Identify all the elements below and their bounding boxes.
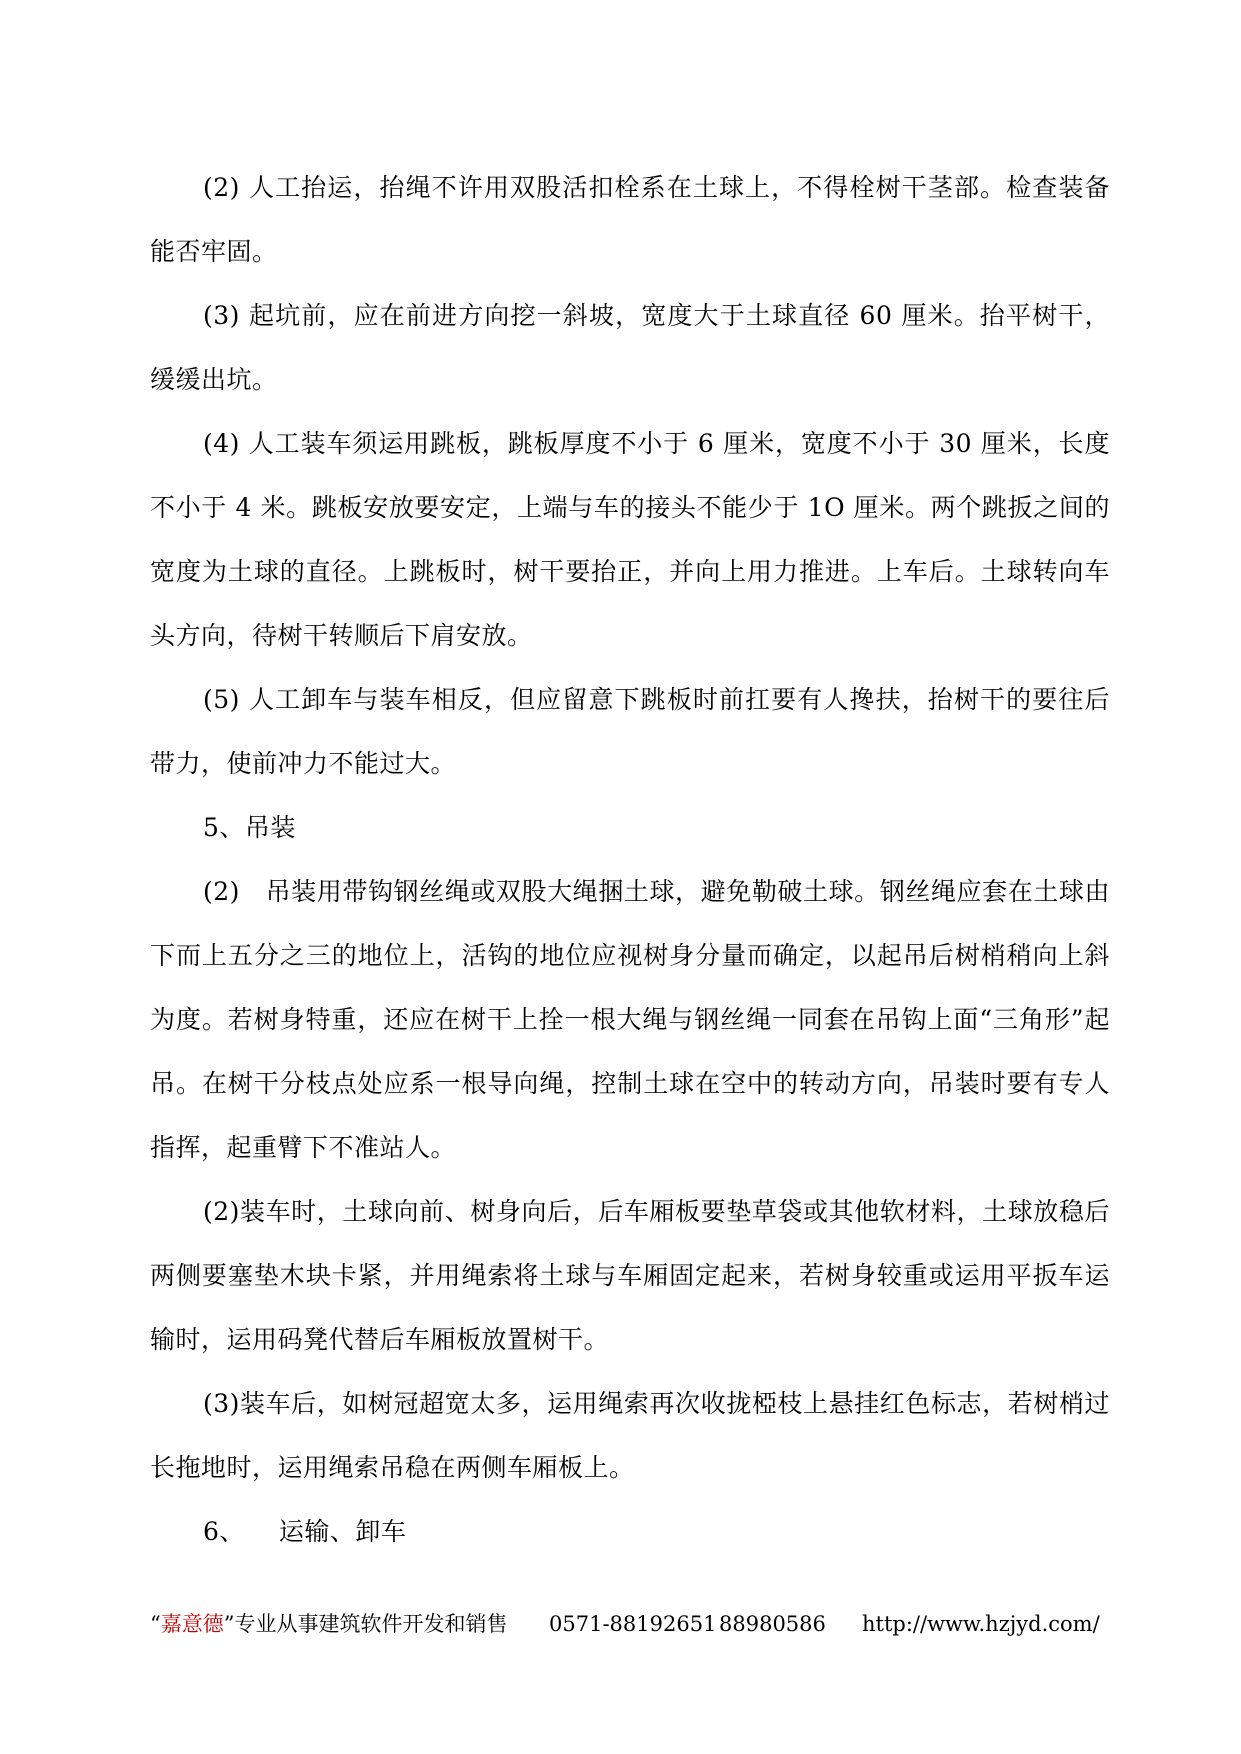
footer-website-link[interactable]: http://www.hzjyd.com/: [862, 1612, 1100, 1636]
page-footer: [150, 1610, 1110, 1638]
section-title: 运输、卸车: [278, 1517, 407, 1546]
footer-phone-secondary: 88980586: [719, 1612, 826, 1636]
paragraph-manual-loading: (4) 人工装车须运用跳板，跳板厚度不小于 6 厘米，宽度不小于 30 厘米，长度不小于 4 米。跳板安放要安定，上端与车的接头不能少于 1O 厘米。两个跳扳之间的宽度为土球的直径。上跳板时，树干要抬正，并向上用力推进。上车后。土球转向车头方向，待树干转顺后下肩安放。: [150, 429, 1110, 650]
document-body: [150, 156, 1110, 1564]
footer-phone-primary: 0571-88192651: [549, 1612, 717, 1636]
paragraph-pit-exit: (3) 起坑前，应在前进方向挖一斜坡，宽度大于土球直径 60 厘米。抬平树干，缓缓出坑。: [150, 301, 1110, 394]
section-heading-transport: [150, 1500, 1110, 1564]
paragraph-manual-unloading: (5) 人工卸车与装车相反，但应留意下跳板时前扛要有人搀扶，抬树干的要往后带力，使前冲力不能过大。: [150, 685, 1110, 778]
paragraph-manual-carry: (2) 人工抬运，抬绳不许用双股活扣栓系在土球上，不得栓树干茎部。检查装备能否牢固。: [150, 173, 1110, 266]
section-heading-hoisting: 5、吊装: [203, 813, 296, 842]
footer-brand: 嘉意德: [160, 1612, 224, 1636]
paragraph-after-loading: (3)装车后，如树冠超宽太多，运用绳索再次收拢椏枝上悬挂红色标志，若树梢过长拖地时，运用绳索吊稳在两侧车厢板上。: [150, 1389, 1110, 1482]
section-number: 6、: [203, 1517, 245, 1546]
footer-open-quote: “: [150, 1612, 161, 1636]
footer-close-quote: ”: [223, 1612, 235, 1636]
paragraph-loading: (2)装车时，土球向前、树身向后，后车厢板要垫草袋或其他软材料，土球放稳后两侧要塞垫木块卡紧，并用绳索将土球与车厢固定起来，若树身较重或运用平扳车运输时，运用码凳代替后车厢板放置树干。: [150, 1197, 1110, 1354]
paragraph-hoisting-method: (2) 吊装用带钩钢丝绳或双股大绳捆土球，避免勒破土球。钢丝绳应套在土球由下而上五分之三的地位上，活钩的地位应视树身分量而确定，以起吊后树梢稍向上斜为度。若树身特重，还应在树干上拴一根大绳与钢丝绳一同套在吊钩上面“三角形”起吊。在树干分枝点处应系一根导向绳，控制土球在空中的转动方向，吊装时要有专人指挥，起重臂下不准站人。: [150, 877, 1110, 1162]
footer-tagline: 专业从事建筑软件开发和销售: [234, 1612, 508, 1636]
